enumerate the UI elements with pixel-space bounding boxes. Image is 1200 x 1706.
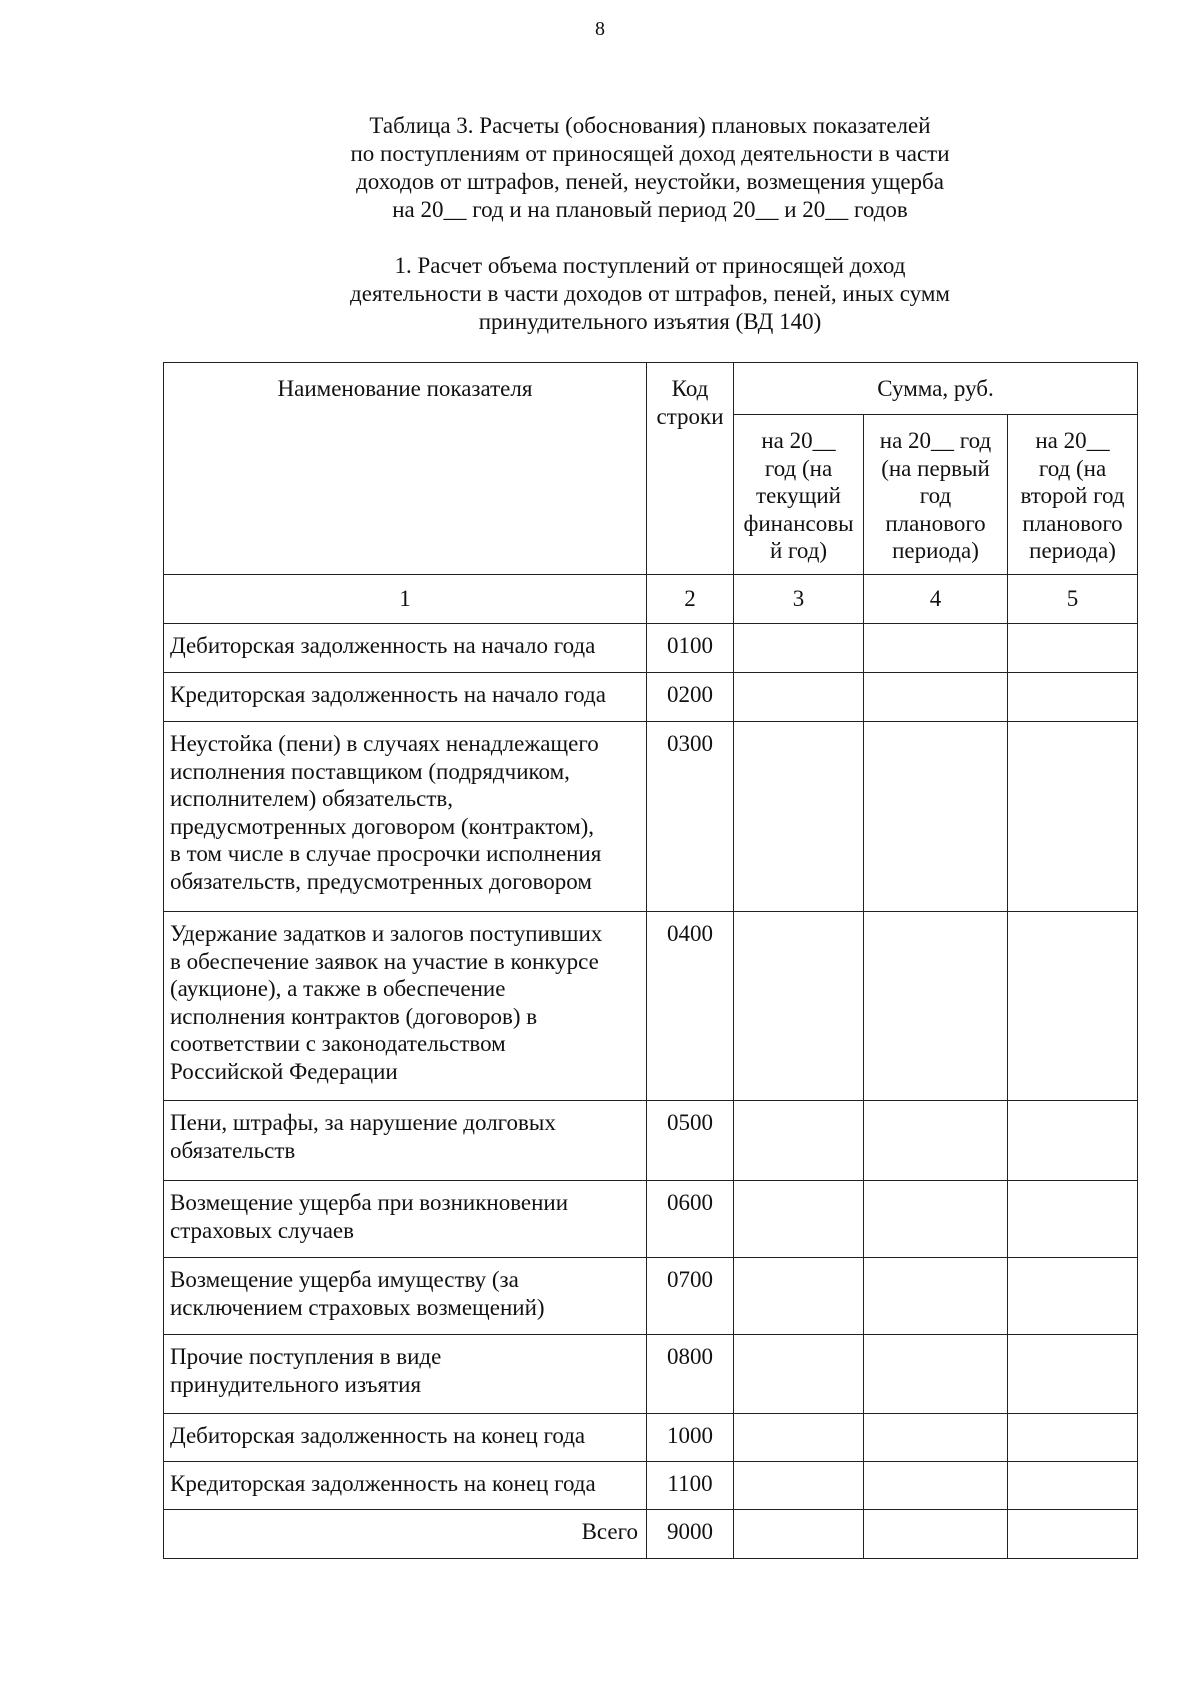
title-line: на 20__ год и на плановый период 20__ и 20__ годов <box>392 197 908 222</box>
row-name-line: принудительного изъятия <box>170 1371 422 1397</box>
value-cell-second-plan-year[interactable] <box>1008 1258 1138 1335</box>
table-row <box>164 1181 1138 1258</box>
table-row <box>164 1101 1138 1181</box>
row-code: 0200 <box>647 673 734 722</box>
column-number: 5 <box>1008 575 1138 624</box>
value-cell-second-plan-year[interactable] <box>1008 673 1138 722</box>
value-cell-first-plan-year[interactable] <box>864 624 1008 673</box>
value-cell-first-plan-year[interactable] <box>864 722 1008 912</box>
header-name: Наименование показателя <box>164 363 647 575</box>
row-name-line: исполнения контрактов (договоров) в <box>170 1003 538 1029</box>
value-cell-first-plan-year[interactable] <box>864 1258 1008 1335</box>
column-number: 1 <box>164 575 647 624</box>
row-name-line: Российской Федерации <box>170 1058 398 1084</box>
row-name-line: Прочие поступления в виде <box>170 1344 442 1369</box>
total-value-first-plan-year[interactable] <box>864 1510 1008 1559</box>
row-name-line: Неустойка (пени) в случаях ненадлежащего <box>170 731 599 756</box>
value-cell-current-year[interactable] <box>734 1181 864 1258</box>
header-year-line: на 20__ <box>761 428 836 453</box>
column-number: 4 <box>864 575 1008 624</box>
value-cell-current-year[interactable] <box>734 1414 864 1462</box>
header-year-line: на 20__ год <box>879 428 992 453</box>
row-name-line: страховых случаев <box>170 1217 354 1243</box>
table-row <box>164 912 1138 1101</box>
row-name-line: соответствии с законодательством <box>170 1031 506 1056</box>
header-code <box>647 363 734 575</box>
header-year-line: год <box>919 483 952 508</box>
page-number: 8 <box>595 18 605 40</box>
subtitle-line: принудительного изъятия (ВД 140) <box>478 309 822 334</box>
row-code: 1000 <box>647 1414 734 1462</box>
header-year-line: планового <box>885 510 986 536</box>
row-code: 0300 <box>647 722 734 912</box>
row-name-line: Удержание задатков и залогов поступивших <box>170 921 603 946</box>
value-cell-second-plan-year[interactable] <box>1008 624 1138 673</box>
total-value-second-plan-year[interactable] <box>1008 1510 1138 1559</box>
row-name-line: Возмещение ущерба имуществу (за <box>170 1267 519 1292</box>
row-name-line: обязательств, предусмотренных договором <box>170 868 592 894</box>
row-name <box>164 1181 647 1258</box>
header-year-line: й год) <box>769 538 828 563</box>
header-year-line: текущий <box>756 483 841 508</box>
row-code: 0700 <box>647 1258 734 1335</box>
value-cell-current-year[interactable] <box>734 1101 864 1181</box>
value-cell-first-plan-year[interactable] <box>864 1335 1008 1414</box>
row-name-line: (аукционе), а также в обеспечение <box>170 976 506 1001</box>
row-code: 0600 <box>647 1181 734 1258</box>
header-year-current <box>734 415 864 575</box>
row-name <box>164 1101 647 1181</box>
column-number: 2 <box>647 575 734 624</box>
header-year-line: год (на <box>1038 455 1107 481</box>
value-cell-current-year[interactable] <box>734 1462 864 1510</box>
title-line: Таблица 3. Расчеты (обоснования) плановых показателей <box>369 113 931 138</box>
table-title <box>200 112 1100 224</box>
row-code: 0500 <box>647 1101 734 1181</box>
value-cell-current-year[interactable] <box>734 1335 864 1414</box>
header-year-line: год (на <box>764 455 833 481</box>
table-row <box>164 673 1138 722</box>
header-year-line: (на первый <box>881 455 990 481</box>
title-line: доходов от штрафов, пеней, неустойки, возмещения ущерба <box>356 169 944 194</box>
row-name-line: в обеспечение заявок на участие в конкурсе <box>170 948 599 974</box>
header-code-line: Код <box>671 376 709 401</box>
row-code: 0100 <box>647 624 734 673</box>
row-name <box>164 912 647 1101</box>
row-name-line: исключением страховых возмещений) <box>170 1294 545 1320</box>
total-label: Всего <box>164 1510 647 1559</box>
table-row <box>164 1335 1138 1414</box>
row-name <box>164 1462 647 1510</box>
value-cell-first-plan-year[interactable] <box>864 673 1008 722</box>
header-sum: Сумма, руб. <box>734 363 1138 415</box>
header-year-line: финансовы <box>743 510 854 536</box>
row-name-line: предусмотренных договором (контрактом), <box>170 813 595 839</box>
value-cell-first-plan-year[interactable] <box>864 912 1008 1101</box>
value-cell-second-plan-year[interactable] <box>1008 722 1138 912</box>
value-cell-current-year[interactable] <box>734 722 864 912</box>
value-cell-second-plan-year[interactable] <box>1008 912 1138 1101</box>
title-line: по поступлениям от приносящей доход деятельности в части <box>350 141 950 166</box>
table-row <box>164 722 1138 912</box>
value-cell-second-plan-year[interactable] <box>1008 1414 1138 1462</box>
table-row <box>164 1414 1138 1462</box>
header-year-first-plan <box>864 415 1008 575</box>
header-year-line: планового <box>1022 510 1123 536</box>
row-name-line: обязательств <box>170 1137 296 1163</box>
table-row <box>164 1258 1138 1335</box>
value-cell-first-plan-year[interactable] <box>864 1462 1008 1510</box>
header-code-line: строки <box>656 403 724 429</box>
row-name-line: Дебиторская задолженность на начало года <box>170 633 596 658</box>
value-cell-first-plan-year[interactable] <box>864 1414 1008 1462</box>
header-year-line: второй год <box>1020 483 1125 508</box>
header-year-second-plan <box>1008 415 1138 575</box>
value-cell-first-plan-year[interactable] <box>864 1101 1008 1181</box>
value-cell-second-plan-year[interactable] <box>1008 1181 1138 1258</box>
header-year-line: на 20__ <box>1035 428 1110 453</box>
calculation-table <box>163 362 1138 1559</box>
row-name-line: Возмещение ущерба при возникновении <box>170 1190 569 1215</box>
row-name <box>164 1335 647 1414</box>
row-name-line: Кредиторская задолженность на начало года <box>170 682 606 707</box>
row-name <box>164 1414 647 1462</box>
value-cell-second-plan-year[interactable] <box>1008 1101 1138 1181</box>
row-name <box>164 1258 647 1335</box>
value-cell-current-year[interactable] <box>734 673 864 722</box>
value-cell-current-year[interactable] <box>734 912 864 1101</box>
header-year-line: периода) <box>892 538 979 563</box>
column-number-row <box>164 575 1138 624</box>
value-cell-current-year[interactable] <box>734 1258 864 1335</box>
value-cell-second-plan-year[interactable] <box>1008 1462 1138 1510</box>
subtitle-line: 1. Расчет объема поступлений от приносящей доход <box>394 253 906 278</box>
total-value-current-year[interactable] <box>734 1510 864 1559</box>
column-number: 3 <box>734 575 864 624</box>
row-name <box>164 624 647 673</box>
table-row <box>164 624 1138 673</box>
row-name-line: исполнителем) обязательств, <box>170 786 454 811</box>
total-code: 9000 <box>647 1510 734 1559</box>
table-row <box>164 1462 1138 1510</box>
row-name-line: Кредиторская задолженность на конец года <box>170 1471 596 1496</box>
total-row <box>164 1510 1138 1559</box>
header-year-line: периода) <box>1029 538 1116 563</box>
row-code: 0800 <box>647 1335 734 1414</box>
row-name <box>164 722 647 912</box>
row-name-line: исполнения поставщиком (подрядчиком, <box>170 758 570 784</box>
value-cell-second-plan-year[interactable] <box>1008 1335 1138 1414</box>
section-heading <box>200 252 1100 336</box>
row-name-line: Пени, штрафы, за нарушение долговых <box>170 1110 556 1135</box>
subtitle-line: деятельности в части доходов от штрафов, пеней, иных сумм <box>350 281 950 306</box>
row-name-line: в том числе в случае просрочки исполнения <box>170 841 602 866</box>
row-name-line: Дебиторская задолженность на конец года <box>170 1423 586 1448</box>
row-code: 0400 <box>647 912 734 1101</box>
value-cell-current-year[interactable] <box>734 624 864 673</box>
value-cell-first-plan-year[interactable] <box>864 1181 1008 1258</box>
row-code: 1100 <box>647 1462 734 1510</box>
row-name <box>164 673 647 722</box>
